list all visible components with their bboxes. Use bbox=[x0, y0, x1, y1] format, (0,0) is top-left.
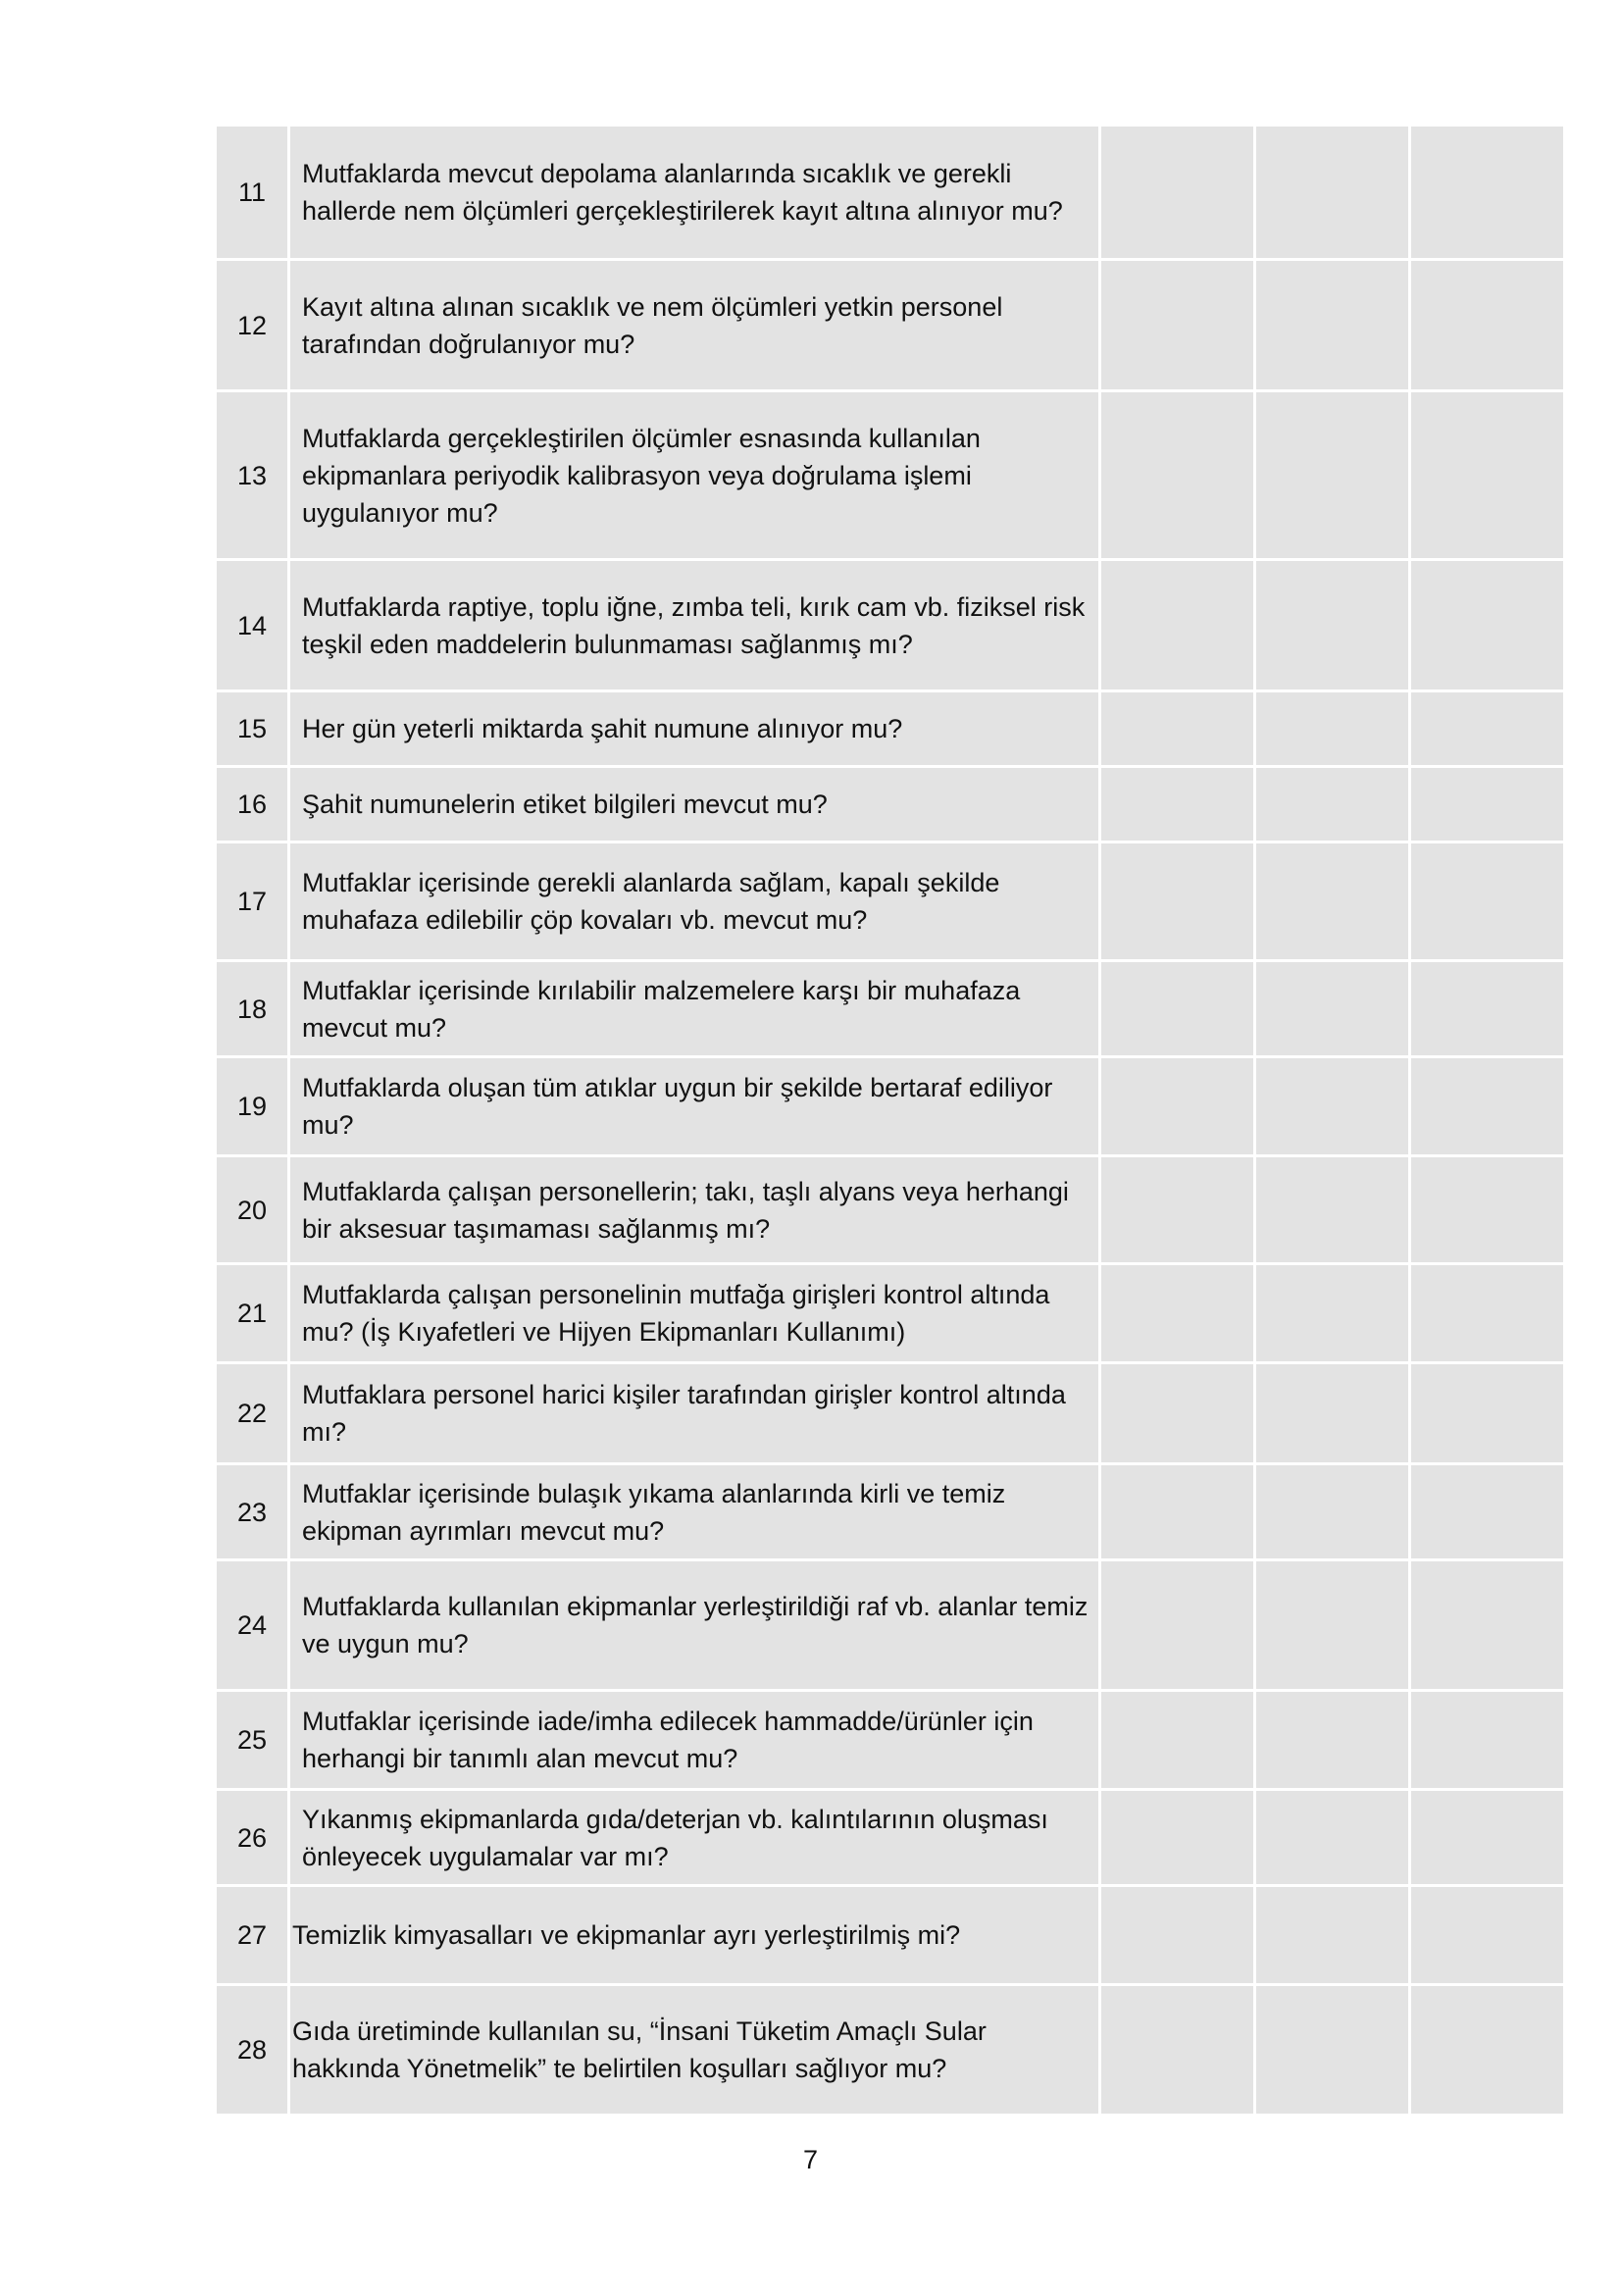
row-number: 11 bbox=[217, 127, 287, 258]
question-text: Mutfaklar içerisinde iade/imha edilecek hammadde/ürünler için herhangi bir tanımlı alan mevcut mu? bbox=[290, 1692, 1098, 1788]
table-row bbox=[217, 1265, 1563, 1361]
row-number: 18 bbox=[217, 962, 287, 1055]
question-text: Mutfaklara personel harici kişiler tarafından girişler kontrol altında mı? bbox=[290, 1364, 1098, 1462]
answer-cell-3[interactable] bbox=[1411, 1887, 1563, 1983]
table-row bbox=[217, 1887, 1563, 1983]
answer-cell-3[interactable] bbox=[1411, 1058, 1563, 1154]
table-row bbox=[217, 1157, 1563, 1262]
answer-cell-2[interactable] bbox=[1256, 1364, 1408, 1462]
question-text: Mutfaklar içerisinde bulaşık yıkama alanlarında kirli ve temiz ekipman ayrımları mevcut mu? bbox=[290, 1465, 1098, 1558]
row-number: 15 bbox=[217, 692, 287, 765]
answer-cell-1[interactable] bbox=[1101, 261, 1253, 389]
answer-cell-2[interactable] bbox=[1256, 261, 1408, 389]
answer-cell-3[interactable] bbox=[1411, 127, 1563, 258]
answer-cell-2[interactable] bbox=[1256, 1692, 1408, 1788]
row-number: 21 bbox=[217, 1265, 287, 1361]
row-number: 17 bbox=[217, 843, 287, 959]
answer-cell-3[interactable] bbox=[1411, 1692, 1563, 1788]
answer-cell-3[interactable] bbox=[1411, 392, 1563, 558]
question-text: Mutfaklar içerisinde gerekli alanlarda sağlam, kapalı şekilde muhafaza edilebilir çöp kovaları vb. mevcut mu? bbox=[290, 843, 1098, 959]
row-number: 28 bbox=[217, 1986, 287, 2114]
row-number: 24 bbox=[217, 1561, 287, 1689]
row-number: 13 bbox=[217, 392, 287, 558]
question-text: Yıkanmış ekipmanlarda gıda/deterjan vb. kalıntılarının oluşması önleyecek uygulamalar var mı? bbox=[290, 1791, 1098, 1884]
question-text: Mutfaklarda mevcut depolama alanlarında sıcaklık ve gerekli hallerde nem ölçümleri gerçekleştirilerek kayıt altına alınıyor mu? bbox=[290, 127, 1098, 258]
answer-cell-1[interactable] bbox=[1101, 1364, 1253, 1462]
table-row bbox=[217, 768, 1563, 841]
question-text: Mutfaklarda çalışan personelinin mutfağa girişleri kontrol altında mu? (İş Kıyafetleri ve Hijyen Ekipmanları Kullanımı) bbox=[290, 1265, 1098, 1361]
answer-cell-1[interactable] bbox=[1101, 692, 1253, 765]
answer-cell-3[interactable] bbox=[1411, 962, 1563, 1055]
answer-cell-1[interactable] bbox=[1101, 1692, 1253, 1788]
table-row bbox=[217, 1465, 1563, 1558]
table-row bbox=[217, 1561, 1563, 1689]
answer-cell-3[interactable] bbox=[1411, 768, 1563, 841]
answer-cell-2[interactable] bbox=[1256, 768, 1408, 841]
answer-cell-3[interactable] bbox=[1411, 692, 1563, 765]
table-row bbox=[217, 1791, 1563, 1884]
answer-cell-1[interactable] bbox=[1101, 843, 1253, 959]
answer-cell-1[interactable] bbox=[1101, 561, 1253, 689]
row-number: 27 bbox=[217, 1887, 287, 1983]
question-text: Mutfaklar içerisinde kırılabilir malzemelere karşı bir muhafaza mevcut mu? bbox=[290, 962, 1098, 1055]
table-row bbox=[217, 962, 1563, 1055]
table-row bbox=[217, 392, 1563, 558]
answer-cell-2[interactable] bbox=[1256, 127, 1408, 258]
question-text: Mutfaklarda çalışan personellerin; takı, taşlı alyans veya herhangi bir aksesuar taşımaması sağlanmış mı? bbox=[290, 1157, 1098, 1262]
answer-cell-1[interactable] bbox=[1101, 768, 1253, 841]
answer-cell-2[interactable] bbox=[1256, 561, 1408, 689]
answer-cell-1[interactable] bbox=[1101, 962, 1253, 1055]
row-number: 12 bbox=[217, 261, 287, 389]
answer-cell-3[interactable] bbox=[1411, 843, 1563, 959]
answer-cell-3[interactable] bbox=[1411, 1157, 1563, 1262]
answer-cell-3[interactable] bbox=[1411, 1364, 1563, 1462]
answer-cell-1[interactable] bbox=[1101, 127, 1253, 258]
answer-cell-1[interactable] bbox=[1101, 1791, 1253, 1884]
answer-cell-2[interactable] bbox=[1256, 1058, 1408, 1154]
question-text: Temizlik kimyasalları ve ekipmanlar ayrı yerleştirilmiş mi? bbox=[290, 1887, 1098, 1983]
answer-cell-2[interactable] bbox=[1256, 962, 1408, 1055]
answer-cell-3[interactable] bbox=[1411, 1986, 1563, 2114]
answer-cell-1[interactable] bbox=[1101, 392, 1253, 558]
question-text: Mutfaklarda oluşan tüm atıklar uygun bir şekilde bertaraf ediliyor mu? bbox=[290, 1058, 1098, 1154]
answer-cell-2[interactable] bbox=[1256, 692, 1408, 765]
row-number: 19 bbox=[217, 1058, 287, 1154]
question-text: Mutfaklarda gerçekleştirilen ölçümler esnasında kullanılan ekipmanlara periyodik kalibrasyon veya doğrulama işlemi uygulanıyor mu? bbox=[290, 392, 1098, 558]
question-text: Mutfaklarda kullanılan ekipmanlar yerleştirildiği raf vb. alanlar temiz ve uygun mu? bbox=[290, 1561, 1098, 1689]
table-row bbox=[217, 561, 1563, 689]
answer-cell-2[interactable] bbox=[1256, 1791, 1408, 1884]
answer-cell-1[interactable] bbox=[1101, 1887, 1253, 1983]
row-number: 25 bbox=[217, 1692, 287, 1788]
answer-cell-2[interactable] bbox=[1256, 1265, 1408, 1361]
question-text: Şahit numunelerin etiket bilgileri mevcut mu? bbox=[290, 768, 1098, 841]
table-row bbox=[217, 843, 1563, 959]
answer-cell-1[interactable] bbox=[1101, 1265, 1253, 1361]
question-text: Kayıt altına alınan sıcaklık ve nem ölçümleri yetkin personel tarafından doğrulanıyor mu? bbox=[290, 261, 1098, 389]
row-number: 16 bbox=[217, 768, 287, 841]
table-row bbox=[217, 1692, 1563, 1788]
answer-cell-1[interactable] bbox=[1101, 1157, 1253, 1262]
answer-cell-3[interactable] bbox=[1411, 561, 1563, 689]
answer-cell-2[interactable] bbox=[1256, 1561, 1408, 1689]
answer-cell-3[interactable] bbox=[1411, 1561, 1563, 1689]
page-number: 7 bbox=[802, 2145, 819, 2174]
answer-cell-3[interactable] bbox=[1411, 1791, 1563, 1884]
table-row bbox=[217, 1986, 1563, 2114]
answer-cell-2[interactable] bbox=[1256, 1465, 1408, 1558]
checklist-table bbox=[214, 124, 1566, 2117]
answer-cell-2[interactable] bbox=[1256, 392, 1408, 558]
table-row bbox=[217, 1058, 1563, 1154]
answer-cell-2[interactable] bbox=[1256, 1887, 1408, 1983]
row-number: 14 bbox=[217, 561, 287, 689]
table-row bbox=[217, 1364, 1563, 1462]
question-text: Gıda üretiminde kullanılan su, “İnsani Tüketim Amaçlı Sular hakkında Yönetmelik” te belirtilen koşulları sağlıyor mu? bbox=[290, 1986, 1098, 2114]
row-number: 22 bbox=[217, 1364, 287, 1462]
answer-cell-1[interactable] bbox=[1101, 1465, 1253, 1558]
table-row bbox=[217, 692, 1563, 765]
table-row bbox=[217, 127, 1563, 258]
row-number: 23 bbox=[217, 1465, 287, 1558]
answer-cell-2[interactable] bbox=[1256, 1157, 1408, 1262]
row-number: 26 bbox=[217, 1791, 287, 1884]
question-text: Mutfaklarda raptiye, toplu iğne, zımba teli, kırık cam vb. fiziksel risk teşkil eden maddelerin bulunmaması sağlanmış mı? bbox=[290, 561, 1098, 689]
answer-cell-1[interactable] bbox=[1101, 1058, 1253, 1154]
answer-cell-1[interactable] bbox=[1101, 1561, 1253, 1689]
answer-cell-3[interactable] bbox=[1411, 1265, 1563, 1361]
answer-cell-2[interactable] bbox=[1256, 843, 1408, 959]
question-text: Her gün yeterli miktarda şahit numune alınıyor mu? bbox=[290, 692, 1098, 765]
answer-cell-2[interactable] bbox=[1256, 1986, 1408, 2114]
answer-cell-3[interactable] bbox=[1411, 1465, 1563, 1558]
row-number: 20 bbox=[217, 1157, 287, 1262]
table-row bbox=[217, 261, 1563, 389]
answer-cell-1[interactable] bbox=[1101, 1986, 1253, 2114]
answer-cell-3[interactable] bbox=[1411, 261, 1563, 389]
